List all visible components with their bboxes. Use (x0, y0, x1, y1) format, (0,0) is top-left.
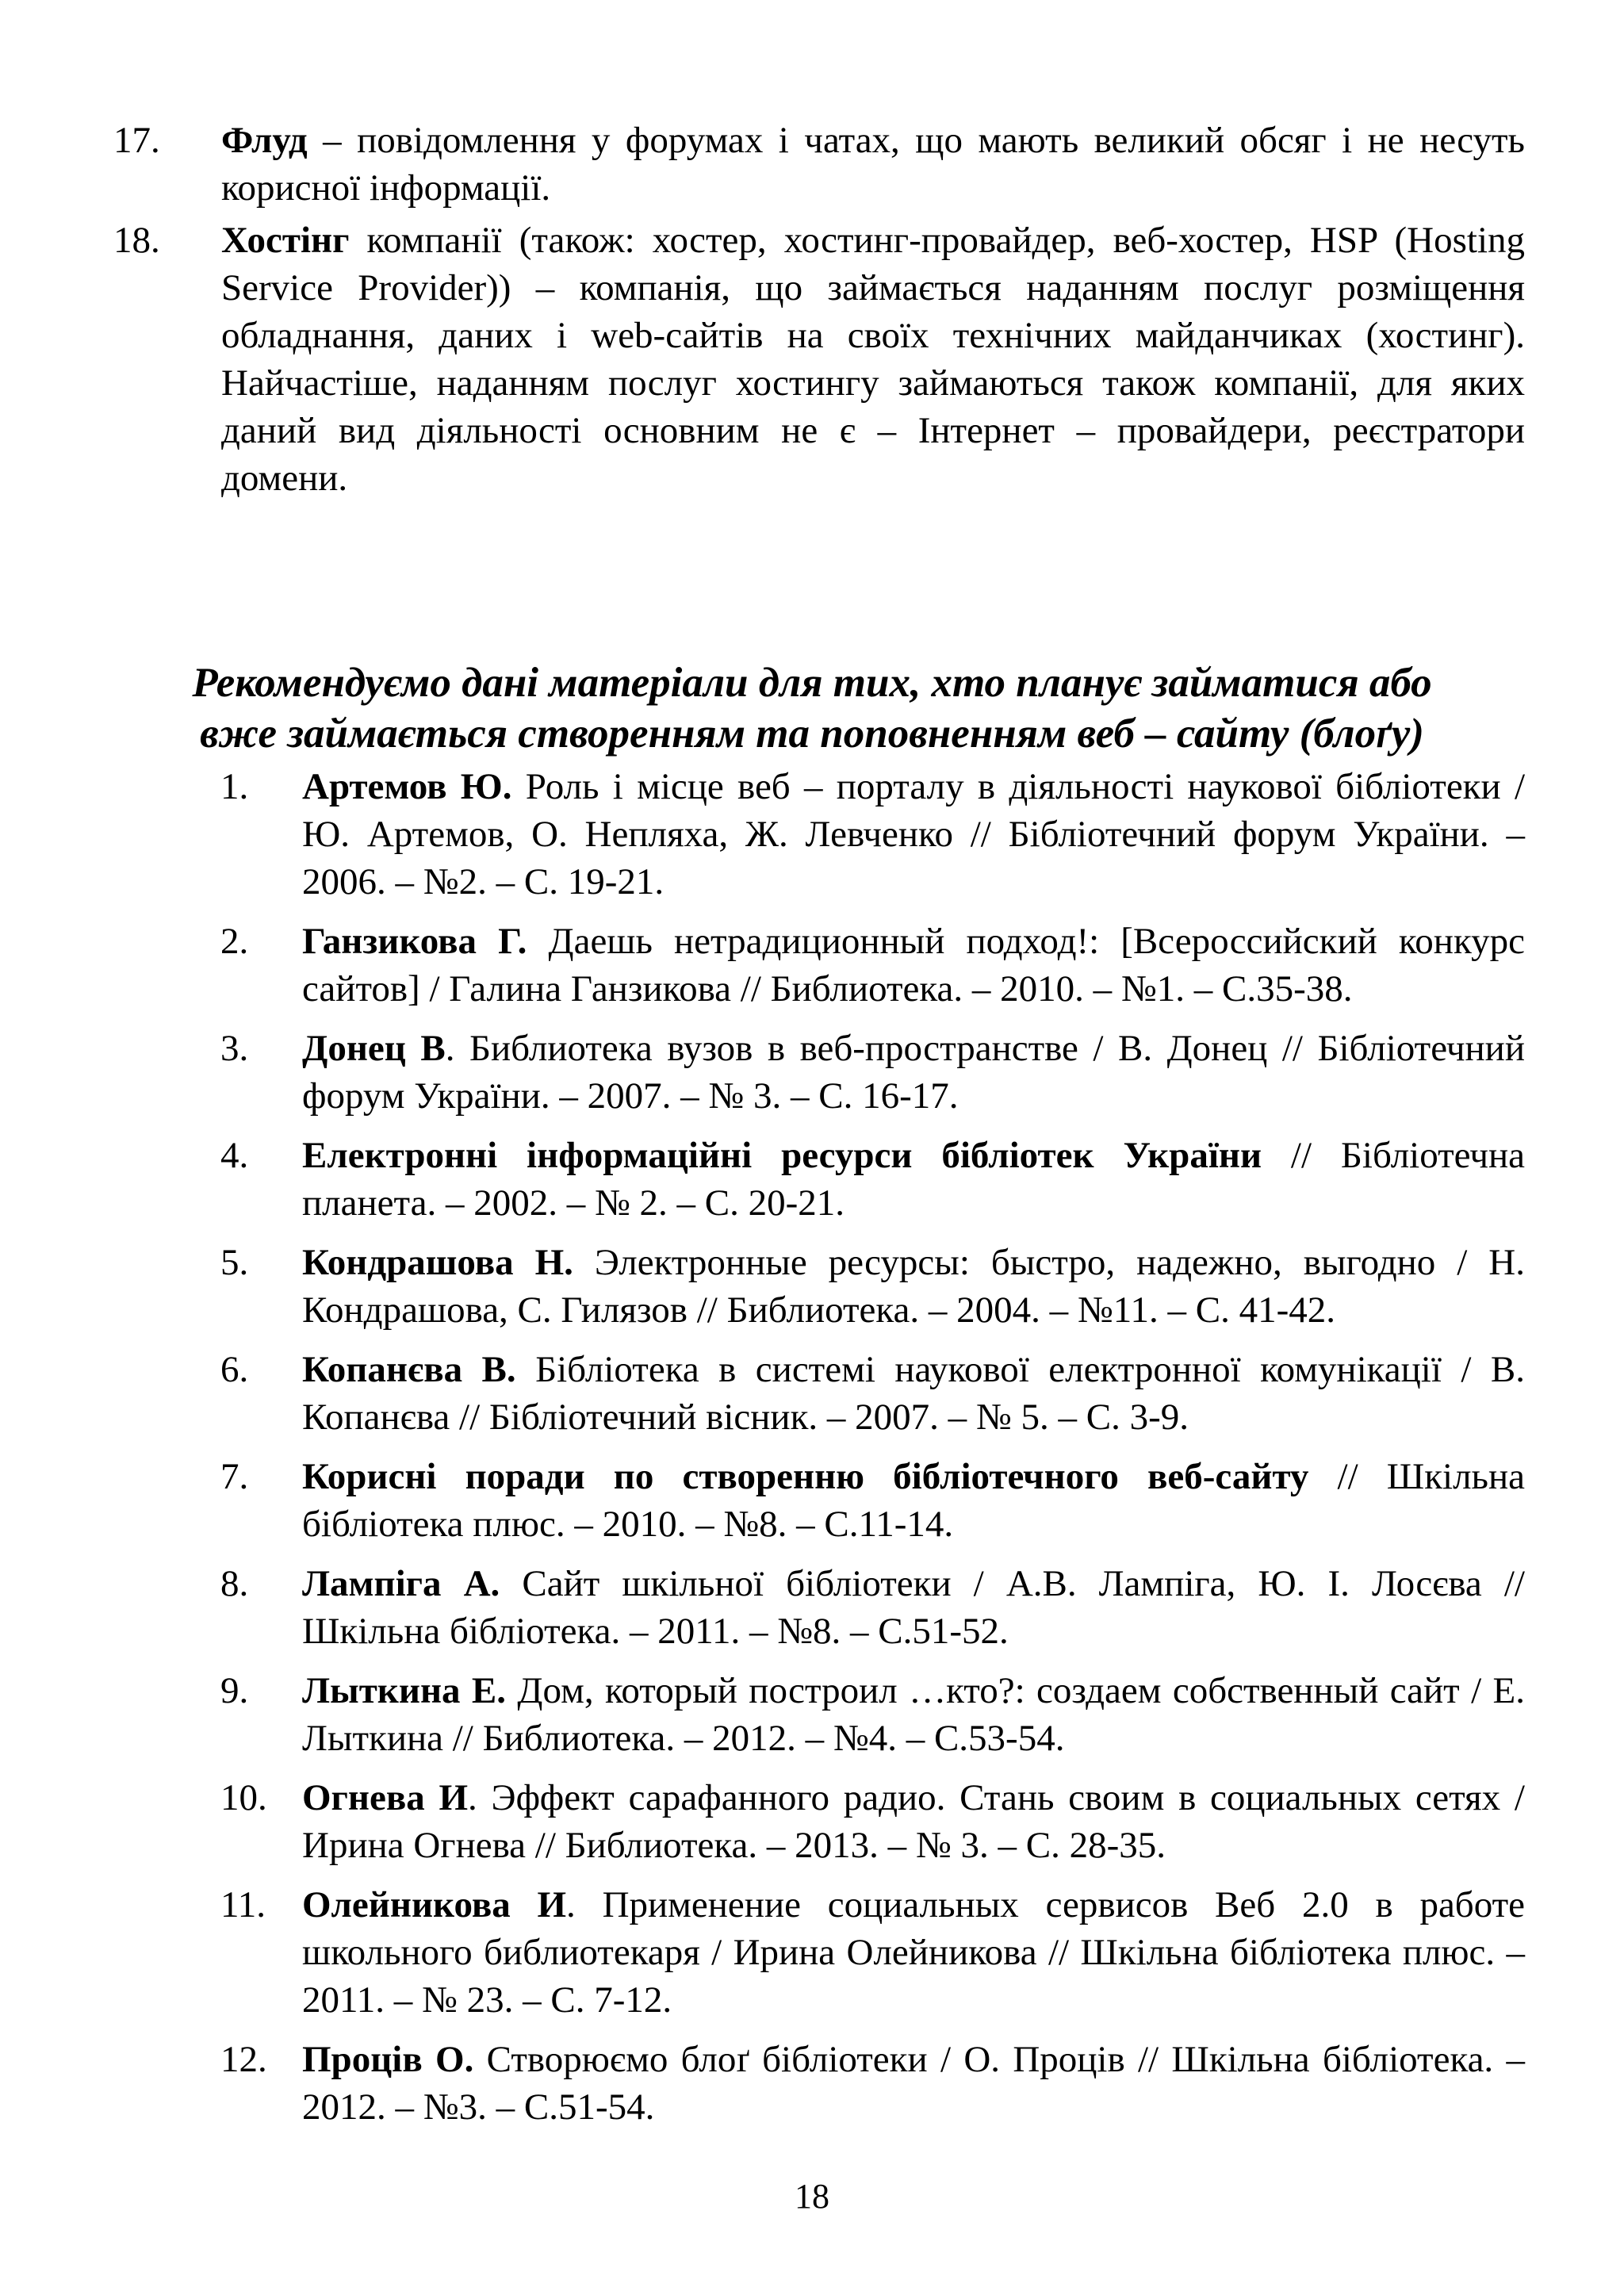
glossary-item-text (221, 117, 1525, 212)
glossary-definition: компанії (також: хостер, хостинг-провайдер, веб-хостер, HSP (Hosting Service Provider)) – компанія, що займається наданням послуг розміщення обладнання, даних і web-сайтів на своїх технічних майданчиках (хостинг). Найчастіше, наданням послуг хостингу займаються також компанії, для яких даний вид діяльності основним не є – Інтернет – провайдери, реєстратори домени. (221, 220, 1525, 499)
reference-text (302, 1881, 1525, 2024)
reference-text (302, 1560, 1525, 1655)
reference-details: // Бібліотечна планета. – 2002. – № 2. – С. 20-21. (302, 1135, 1525, 1224)
reference-author: Корисні поради по створенню бібліотечного веб-сайту (302, 1456, 1309, 1497)
reference-item (220, 1239, 1525, 1334)
page-number: 18 (795, 2177, 829, 2216)
reference-list (220, 763, 1525, 2143)
reference-item (220, 1453, 1525, 1548)
reference-details: Роль і місце веб – порталу в діяльності наукової бібліотеки / Ю. Артемов, О. Непляха, Ж. Левченко // Бібліотечний форум України. – 2006. – №2. – С. 19-21. (302, 766, 1526, 902)
reference-details: Сайт шкільної бібліотеки / А.В. Лампіга, Ю. І. Лосєва // Шкільна бібліотека. – 2011. – №8. – С.51-52. (302, 1563, 1525, 1652)
reference-details: . Эффект сарафанного радио. Стань своим в социальных сетях / Ирина Огнева // Библиотека. – 2013. – № 3. – С. 28-35. (302, 1777, 1525, 1866)
reference-author: Олейникова И (302, 1884, 567, 1925)
section-heading (95, 657, 1529, 759)
reference-number: 5. (220, 1242, 249, 1283)
reference-details: Бібліотека в системі наукової електронної комунікації / В. Копанєва // Бібліотечний вісник. – 2007. – № 5. – С. 3-9. (302, 1349, 1525, 1438)
reference-text (302, 1667, 1525, 1762)
reference-details: Створюємо блоґ бібліотеки / О. Проців // Шкільна бібліотека. – 2012. – №3. – С.51-54. (302, 2039, 1525, 2128)
reference-text (302, 1132, 1525, 1227)
reference-number: 10. (220, 1777, 267, 1818)
glossary-list (113, 117, 1525, 507)
reference-text (302, 763, 1525, 906)
section-heading-line-2: вже займається створенням та поповненням веб – сайту (блоґу) (200, 711, 1424, 757)
reference-number: 8. (220, 1563, 249, 1604)
reference-details: . Применение социальных сервисов Веб 2.0 в работе школьного библиотекаря / Ирина Олейникова // Шкільна бібліотека плюс. – 2011. – № 23. – С. 7-12. (302, 1884, 1525, 2021)
reference-author: Артемов Ю. (302, 766, 512, 807)
reference-item (220, 763, 1525, 906)
reference-details: // Шкільна бібліотека плюс. – 2010. – №8. – С.11-14. (302, 1456, 1525, 1545)
glossary-item (113, 216, 1525, 502)
glossary-term: Хостінг (221, 220, 350, 261)
reference-number: 1. (220, 766, 249, 807)
reference-item (220, 1560, 1525, 1655)
reference-item (220, 1881, 1525, 2024)
reference-number: 4. (220, 1135, 249, 1176)
glossary-definition: – повідомлення у форумах і чатах, що мають великий обсяг і не несуть корисної інформації. (221, 120, 1525, 209)
glossary-item (113, 117, 1525, 212)
reference-item (220, 1667, 1525, 1762)
reference-author: Копанєва В. (302, 1349, 516, 1390)
reference-author: Кондрашова Н. (302, 1242, 573, 1283)
glossary-item-number: 18. (113, 220, 160, 261)
reference-number: 3. (220, 1028, 249, 1069)
reference-number: 12. (220, 2039, 267, 2080)
reference-text (302, 1453, 1525, 1548)
reference-text (302, 1239, 1525, 1334)
reference-text (302, 1346, 1525, 1441)
reference-number: 9. (220, 1670, 249, 1711)
reference-text (302, 1025, 1525, 1120)
reference-details: . Библиотека вузов в веб-пространстве / В. Донец // Бібліотечний форум України. – 2007. – № 3. – С. 16-17. (302, 1028, 1525, 1117)
reference-author: Огнева И (302, 1777, 469, 1818)
glossary-item-text (221, 216, 1525, 502)
reference-item (220, 918, 1525, 1013)
reference-text (302, 2036, 1525, 2131)
reference-number: 2. (220, 921, 249, 962)
reference-number: 7. (220, 1456, 249, 1497)
reference-author: Електронні інформаційні ресурси бібліотек України (302, 1135, 1262, 1176)
glossary-term: Флуд (221, 120, 308, 161)
reference-details: Даешь нетрадиционный подход!: [Всероссийский конкурс сайтов] / Галина Ганзикова // Библиотека. – 2010. – №1. – С.35-38. (302, 921, 1525, 1010)
reference-author: Донец В (302, 1028, 446, 1069)
glossary-item-number: 17. (113, 120, 160, 161)
reference-item (220, 1346, 1525, 1441)
reference-item (220, 1025, 1525, 1120)
reference-number: 11. (220, 1884, 266, 1925)
section-heading-line-1: Рекомендуємо дані матеріали для тих, хто планує займатися або (192, 660, 1432, 706)
reference-item (220, 1774, 1525, 1869)
reference-author: Лампіга А. (302, 1563, 500, 1604)
reference-text (302, 1774, 1525, 1869)
reference-text (302, 918, 1525, 1013)
reference-item (220, 1132, 1525, 1227)
reference-details: Электронные ресурсы: быстро, надежно, выгодно / Н. Кондрашова, С. Гилязов // Библиотека. – 2004. – №11. – С. 41-42. (302, 1242, 1525, 1331)
reference-author: Проців О. (302, 2039, 474, 2080)
reference-item (220, 2036, 1525, 2131)
reference-number: 6. (220, 1349, 249, 1390)
reference-author: Лыткина Е. (302, 1670, 507, 1711)
reference-details: Дом, который построил …кто?: создаем собственный сайт / Е. Лыткина // Библиотека. – 2012. – №4. – С.53-54. (302, 1670, 1525, 1759)
reference-author: Ганзикова Г. (302, 921, 527, 962)
